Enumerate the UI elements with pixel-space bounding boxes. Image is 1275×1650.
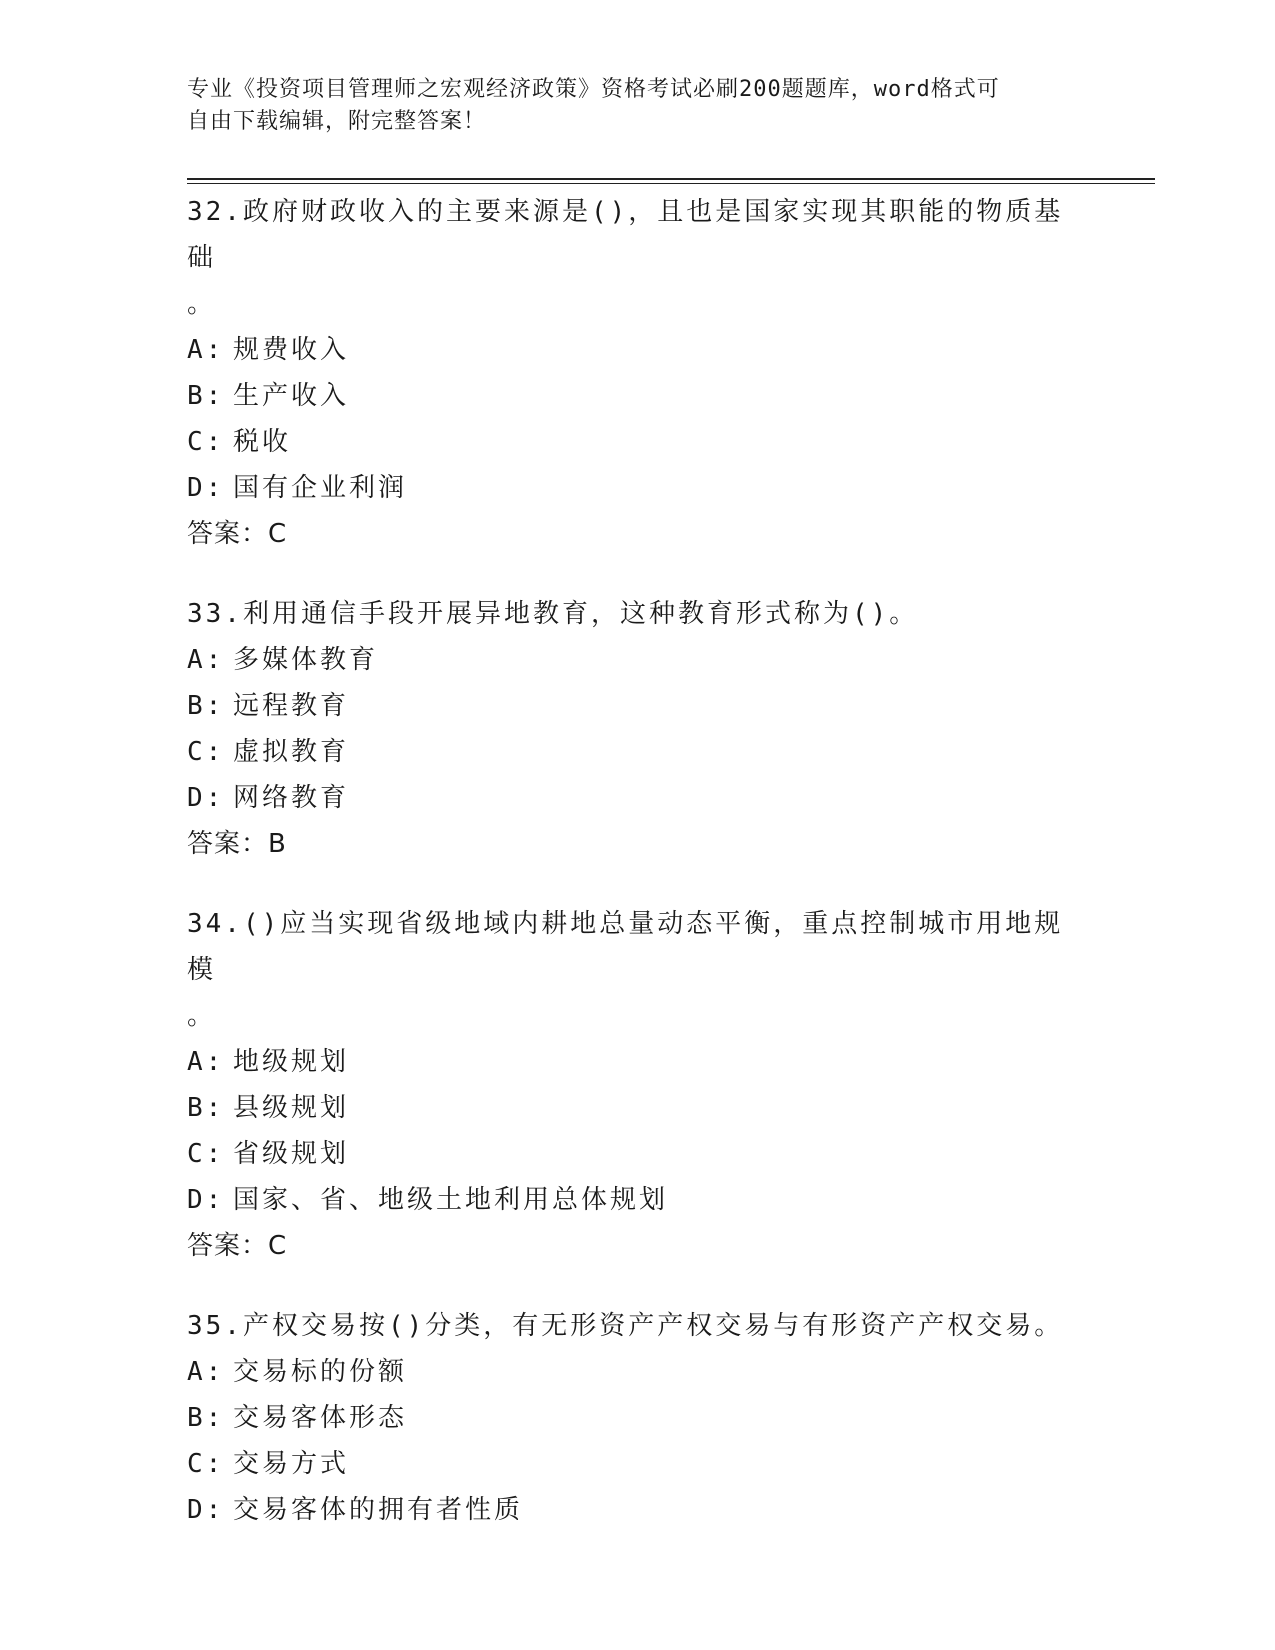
option-letter: D: [187,473,225,503]
option-letter: D: [187,783,225,813]
option-letter: A: [187,645,225,675]
question-32 [187,189,1087,557]
header-divider-thick [187,178,1155,180]
option-letter: D: [187,1185,225,1215]
question-stem-continuation: 。 [187,289,217,319]
header-line-2: 自由下载编辑，附完整答案！ [187,109,487,134]
option-text: 国家、省、地级土地利用总体规划 [233,1185,669,1215]
option-text: 县级规划 [233,1093,350,1123]
option-b [187,683,1087,729]
option-text: 交易客体的拥有者性质 [233,1495,524,1525]
option-letter: B: [187,381,225,411]
question-stem-continuation: 。 [187,1001,217,1031]
option-a [187,327,1087,373]
option-letter: C: [187,1449,225,1479]
option-a [187,1349,1087,1395]
option-text: 规费收入 [233,335,350,365]
option-text: 生产收入 [233,381,350,411]
option-c [187,419,1087,465]
option-text: 多媒体教育 [233,645,379,675]
answer-label: 答案：C [187,1231,288,1261]
option-letter: A: [187,1357,225,1387]
question-stem: 33.利用通信手段开展异地教育，这种教育形式称为()。 [187,599,919,629]
option-letter: C: [187,427,225,457]
option-letter: B: [187,691,225,721]
option-c [187,1131,1087,1177]
option-text: 交易客体形态 [233,1403,408,1433]
answer-label: 答案：B [187,829,287,859]
header-line-1: 专业《投资项目管理师之宏观经济政策》资格考试必刷200题题库，word格式可 [187,77,1000,102]
option-letter: C: [187,1139,225,1169]
option-d [187,775,1087,821]
option-b [187,373,1087,419]
question-34 [187,901,1087,1269]
option-letter: B: [187,1403,225,1433]
option-text: 远程教育 [233,691,350,721]
question-list [187,189,1087,1567]
option-text: 虚拟教育 [233,737,350,767]
answer-label: 答案：C [187,519,288,549]
header-divider-thin [187,183,1155,184]
option-text: 税收 [233,427,292,457]
option-d [187,465,1087,511]
option-a [187,1039,1087,1085]
option-text: 交易标的份额 [233,1357,408,1387]
option-text: 网络教育 [233,783,350,813]
question-stem: 35.产权交易按()分类，有无形资产产权交易与有形资产产权交易。 [187,1311,1064,1341]
option-letter: A: [187,335,225,365]
option-text: 国有企业利润 [233,473,408,503]
option-c [187,729,1087,775]
option-text: 省级规划 [233,1139,350,1169]
option-d [187,1177,1087,1223]
option-a [187,637,1087,683]
option-text: 交易方式 [233,1449,350,1479]
document-header [187,74,1087,138]
option-letter: D: [187,1495,225,1525]
question-stem: 34.()应当实现省级地域内耕地总量动态平衡，重点控制城市用地规模 [187,909,1064,985]
option-b [187,1085,1087,1131]
question-stem: 32.政府财政收入的主要来源是()，且也是国家实现其职能的物质基础 [187,197,1064,273]
option-b [187,1395,1087,1441]
option-letter: A: [187,1047,225,1077]
option-text: 地级规划 [233,1047,350,1077]
option-d [187,1487,1087,1533]
question-33 [187,591,1087,867]
option-c [187,1441,1087,1487]
option-letter: C: [187,737,225,767]
question-35 [187,1303,1087,1533]
option-letter: B: [187,1093,225,1123]
